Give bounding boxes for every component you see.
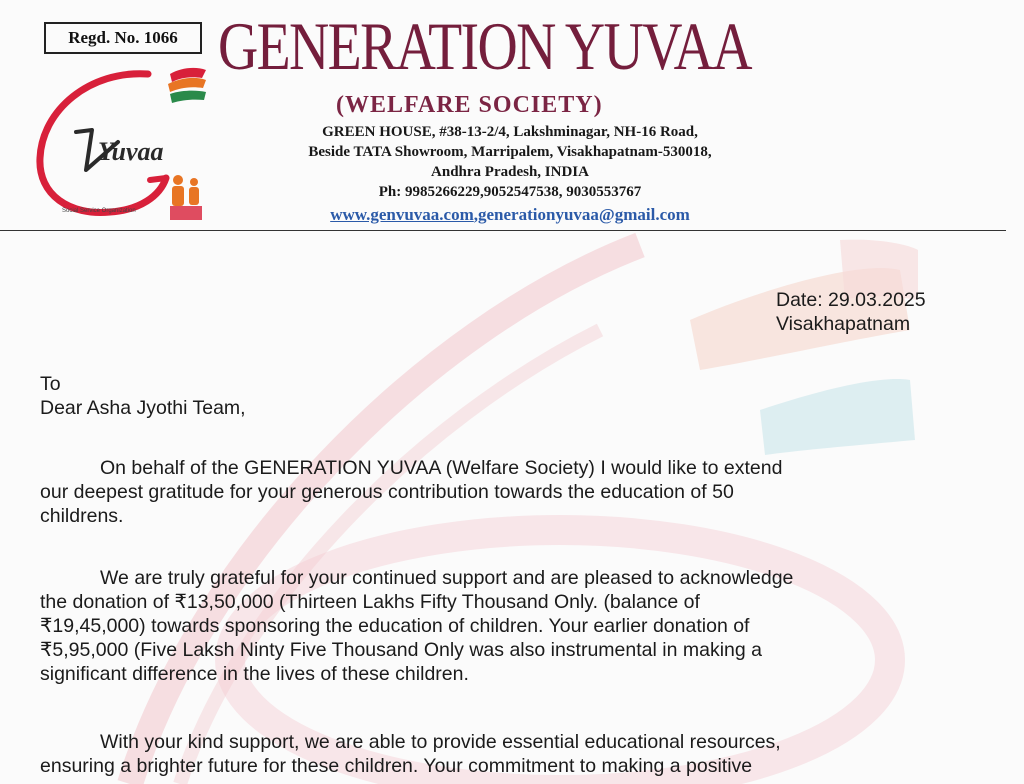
header-divider (0, 230, 1006, 231)
paragraph-line: With your kind support, we are able to provide essential educational resources, (100, 731, 781, 753)
generation-yuvaa-logo (30, 60, 220, 230)
address-line-2: Beside TATA Showroom, Marripalem, Visakhapatnam-530018, (308, 144, 712, 160)
organization-name: GENERATION YUVAA (218, 8, 751, 84)
address-line-3: Andhra Pradesh, INDIA (431, 164, 589, 180)
paragraph-2 (40, 566, 960, 686)
link-separator: , (473, 205, 479, 224)
contact-links (250, 205, 770, 225)
registration-number: Regd. No. 1066 (44, 22, 202, 54)
paragraph-line: We are truly grateful for your continued support and are pleased to acknowledge (100, 567, 794, 589)
website-link[interactable]: www.genvuvaa.com (330, 205, 474, 224)
paragraph-1 (40, 456, 960, 528)
logo-caption: Social Service Organization (62, 208, 136, 214)
paragraph-line: our deepest gratitude for your generous contribution towards the education of 50 (40, 481, 734, 503)
paragraph-line: ₹19,45,000) towards sponsoring the education of children. Your earlier donation of (40, 615, 750, 637)
salutation: Dear Asha Jyothi Team, (40, 397, 246, 419)
paragraph-line: ensuring a brighter future for these children. Your commitment to making a positive (40, 755, 753, 777)
address-line-1: GREEN HOUSE, #38-13-2/4, Lakshminagar, NH-16 Road, (322, 124, 698, 140)
paragraph-line: ₹5,95,000 (Five Laksh Ninty Five Thousand Only was also instrumental in making a (40, 639, 762, 661)
letter-place: Visakhapatnam (776, 313, 911, 335)
paragraph-line: On behalf of the GENERATION YUVAA (Welfare Society) I would like to extend (100, 457, 783, 479)
recipient-to: To (40, 373, 61, 395)
paragraph-line: significant difference in the lives of these children. (40, 663, 469, 685)
logo-text: Yuvaa (98, 137, 164, 166)
letter-date-block (776, 288, 926, 336)
paragraph-line: childrens. (40, 505, 124, 527)
paragraph-3 (40, 730, 960, 778)
email-address[interactable]: generationyuvaa@gmail.com (478, 205, 690, 224)
letter-date: Date: 29.03.2025 (776, 289, 926, 311)
organization-subtitle: (WELFARE SOCIETY) (336, 92, 603, 118)
phone-numbers: Ph: 9985266229,9052547538, 9030553767 (378, 184, 642, 200)
paragraph-line: the donation of ₹13,50,000 (Thirteen Lakhs Fifty Thousand Only. (balance of (40, 591, 700, 613)
